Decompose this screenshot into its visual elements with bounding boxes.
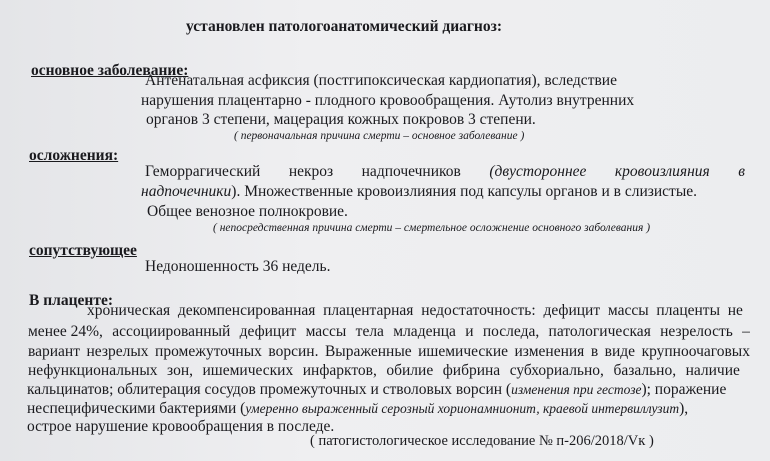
placenta-word: нефункциональных xyxy=(28,362,158,379)
main-disease-heading: основное заболевание: xyxy=(31,62,189,79)
main-disease-note: ( первоначальная причина смерти – основное заболевание ) xyxy=(234,130,525,142)
complications-note: ( непосредственная причина смерти – смертельное осложнение основного заболевания ) xyxy=(213,222,651,234)
complications-word: кровоизлияния xyxy=(614,163,710,180)
placenta-word: недостаточность: xyxy=(421,302,536,319)
placenta-word: незрелость xyxy=(660,323,733,340)
placenta-line-4 xyxy=(28,362,740,380)
placenta-word: инфарктов, xyxy=(302,362,377,379)
placenta-word: ворсин. xyxy=(268,343,319,360)
placenta-word: ишемических xyxy=(202,362,294,379)
complications-heading: осложнения: xyxy=(29,147,119,164)
main-disease-line-2: нарушения плацентарно - плодного кровообращения. Аутолиз внутренних xyxy=(141,92,635,109)
placenta-word: плаценты xyxy=(656,302,720,319)
placenta-word: менее 24%, xyxy=(28,323,103,340)
complications-line-1 xyxy=(145,163,745,181)
placenta-word: Выраженные xyxy=(324,343,412,360)
placenta-word: не xyxy=(727,302,743,319)
placenta-text: неспецифическими бактериями ( xyxy=(27,400,246,417)
placenta-word: обилие xyxy=(386,362,434,379)
placenta-word: – xyxy=(742,323,750,340)
placenta-word: плацентарная xyxy=(323,302,414,319)
complications-word: Геморрагический xyxy=(145,163,261,180)
placenta-word: фибрина xyxy=(442,362,501,379)
placenta-text: ), xyxy=(679,400,689,417)
placenta-word: и xyxy=(465,323,474,340)
placenta-note: ( патогистологическое исследование № п-206/2018/Vк ) xyxy=(310,433,654,449)
complications-word: в xyxy=(738,163,745,180)
placenta-line-6 xyxy=(27,400,688,418)
complications-word: (двустороннее xyxy=(489,163,587,180)
main-disease-line-1: Антенатальная асфиксия (постгипоксическая кардиопатия), вследствие xyxy=(145,72,617,89)
placenta-word: ассоциированный xyxy=(112,323,231,340)
placenta-word: базально, xyxy=(613,362,677,379)
complications-word: некроз xyxy=(288,163,334,180)
placenta-word: тела xyxy=(355,323,384,340)
placenta-line-7: острое нарушение кровообращения в последе. xyxy=(27,418,335,435)
placenta-heading: В плаценте: xyxy=(29,292,113,309)
placenta-word: изменения xyxy=(514,343,585,360)
complications-line-3: Общее венозное полнокровие. xyxy=(147,203,348,220)
placenta-word: дефицит xyxy=(543,302,601,319)
placenta-word: последа, xyxy=(482,323,540,340)
placenta-word: виде xyxy=(604,343,636,360)
placenta-line-5 xyxy=(27,381,726,399)
complications-word: надпочечников xyxy=(361,163,461,180)
placenta-word: патологическая xyxy=(548,323,651,340)
placenta-word: массы xyxy=(607,302,649,319)
placenta-word: младенца xyxy=(393,323,456,340)
placenta-text: ); поражение xyxy=(641,381,727,398)
placenta-word: промежуточных xyxy=(155,343,262,360)
complications-italic-text: надпочечники xyxy=(141,183,232,200)
placenta-line-1 xyxy=(87,302,743,320)
complications-text: ). Множественные кровоизлияния под капсулы органов и в слизистые. xyxy=(231,183,697,200)
placenta-word: наличие xyxy=(685,362,740,379)
placenta-italic-text: изменения при гестозе xyxy=(511,382,642,397)
placenta-word: крупноочаговых xyxy=(641,343,750,360)
main-disease-line-3: органов 3 степени, мацерация кожных покровов 3 степени. xyxy=(146,111,536,128)
placenta-word: дефицит xyxy=(239,323,297,340)
placenta-word: субхориально, xyxy=(509,362,604,379)
placenta-word: в xyxy=(590,343,599,360)
placenta-italic-text: умеренно выраженный серозный хорионамнионит, краевой интервиллузит xyxy=(245,401,680,416)
placenta-word: вариант xyxy=(28,343,80,360)
placenta-line-2 xyxy=(28,323,750,341)
placenta-text: кальцинатов; облитерация сосудов промежуточных и стволовых ворсин ( xyxy=(27,381,512,398)
diagnosis-title: установлен патологоанатомический диагноз: xyxy=(186,18,503,35)
placenta-word: декомпенсированная xyxy=(177,302,316,319)
placenta-word: ишемические xyxy=(418,343,508,360)
complications-line-2 xyxy=(141,183,697,201)
placenta-word: массы xyxy=(305,323,347,340)
concomitant-line: Недоношенность 36 недель. xyxy=(145,258,331,275)
placenta-line-3 xyxy=(28,343,750,361)
placenta-word: зон, xyxy=(167,362,193,379)
concomitant-heading: сопутствующее xyxy=(29,242,137,259)
placenta-word: незрелых xyxy=(86,343,149,360)
placenta-word: хроническая xyxy=(87,302,171,319)
